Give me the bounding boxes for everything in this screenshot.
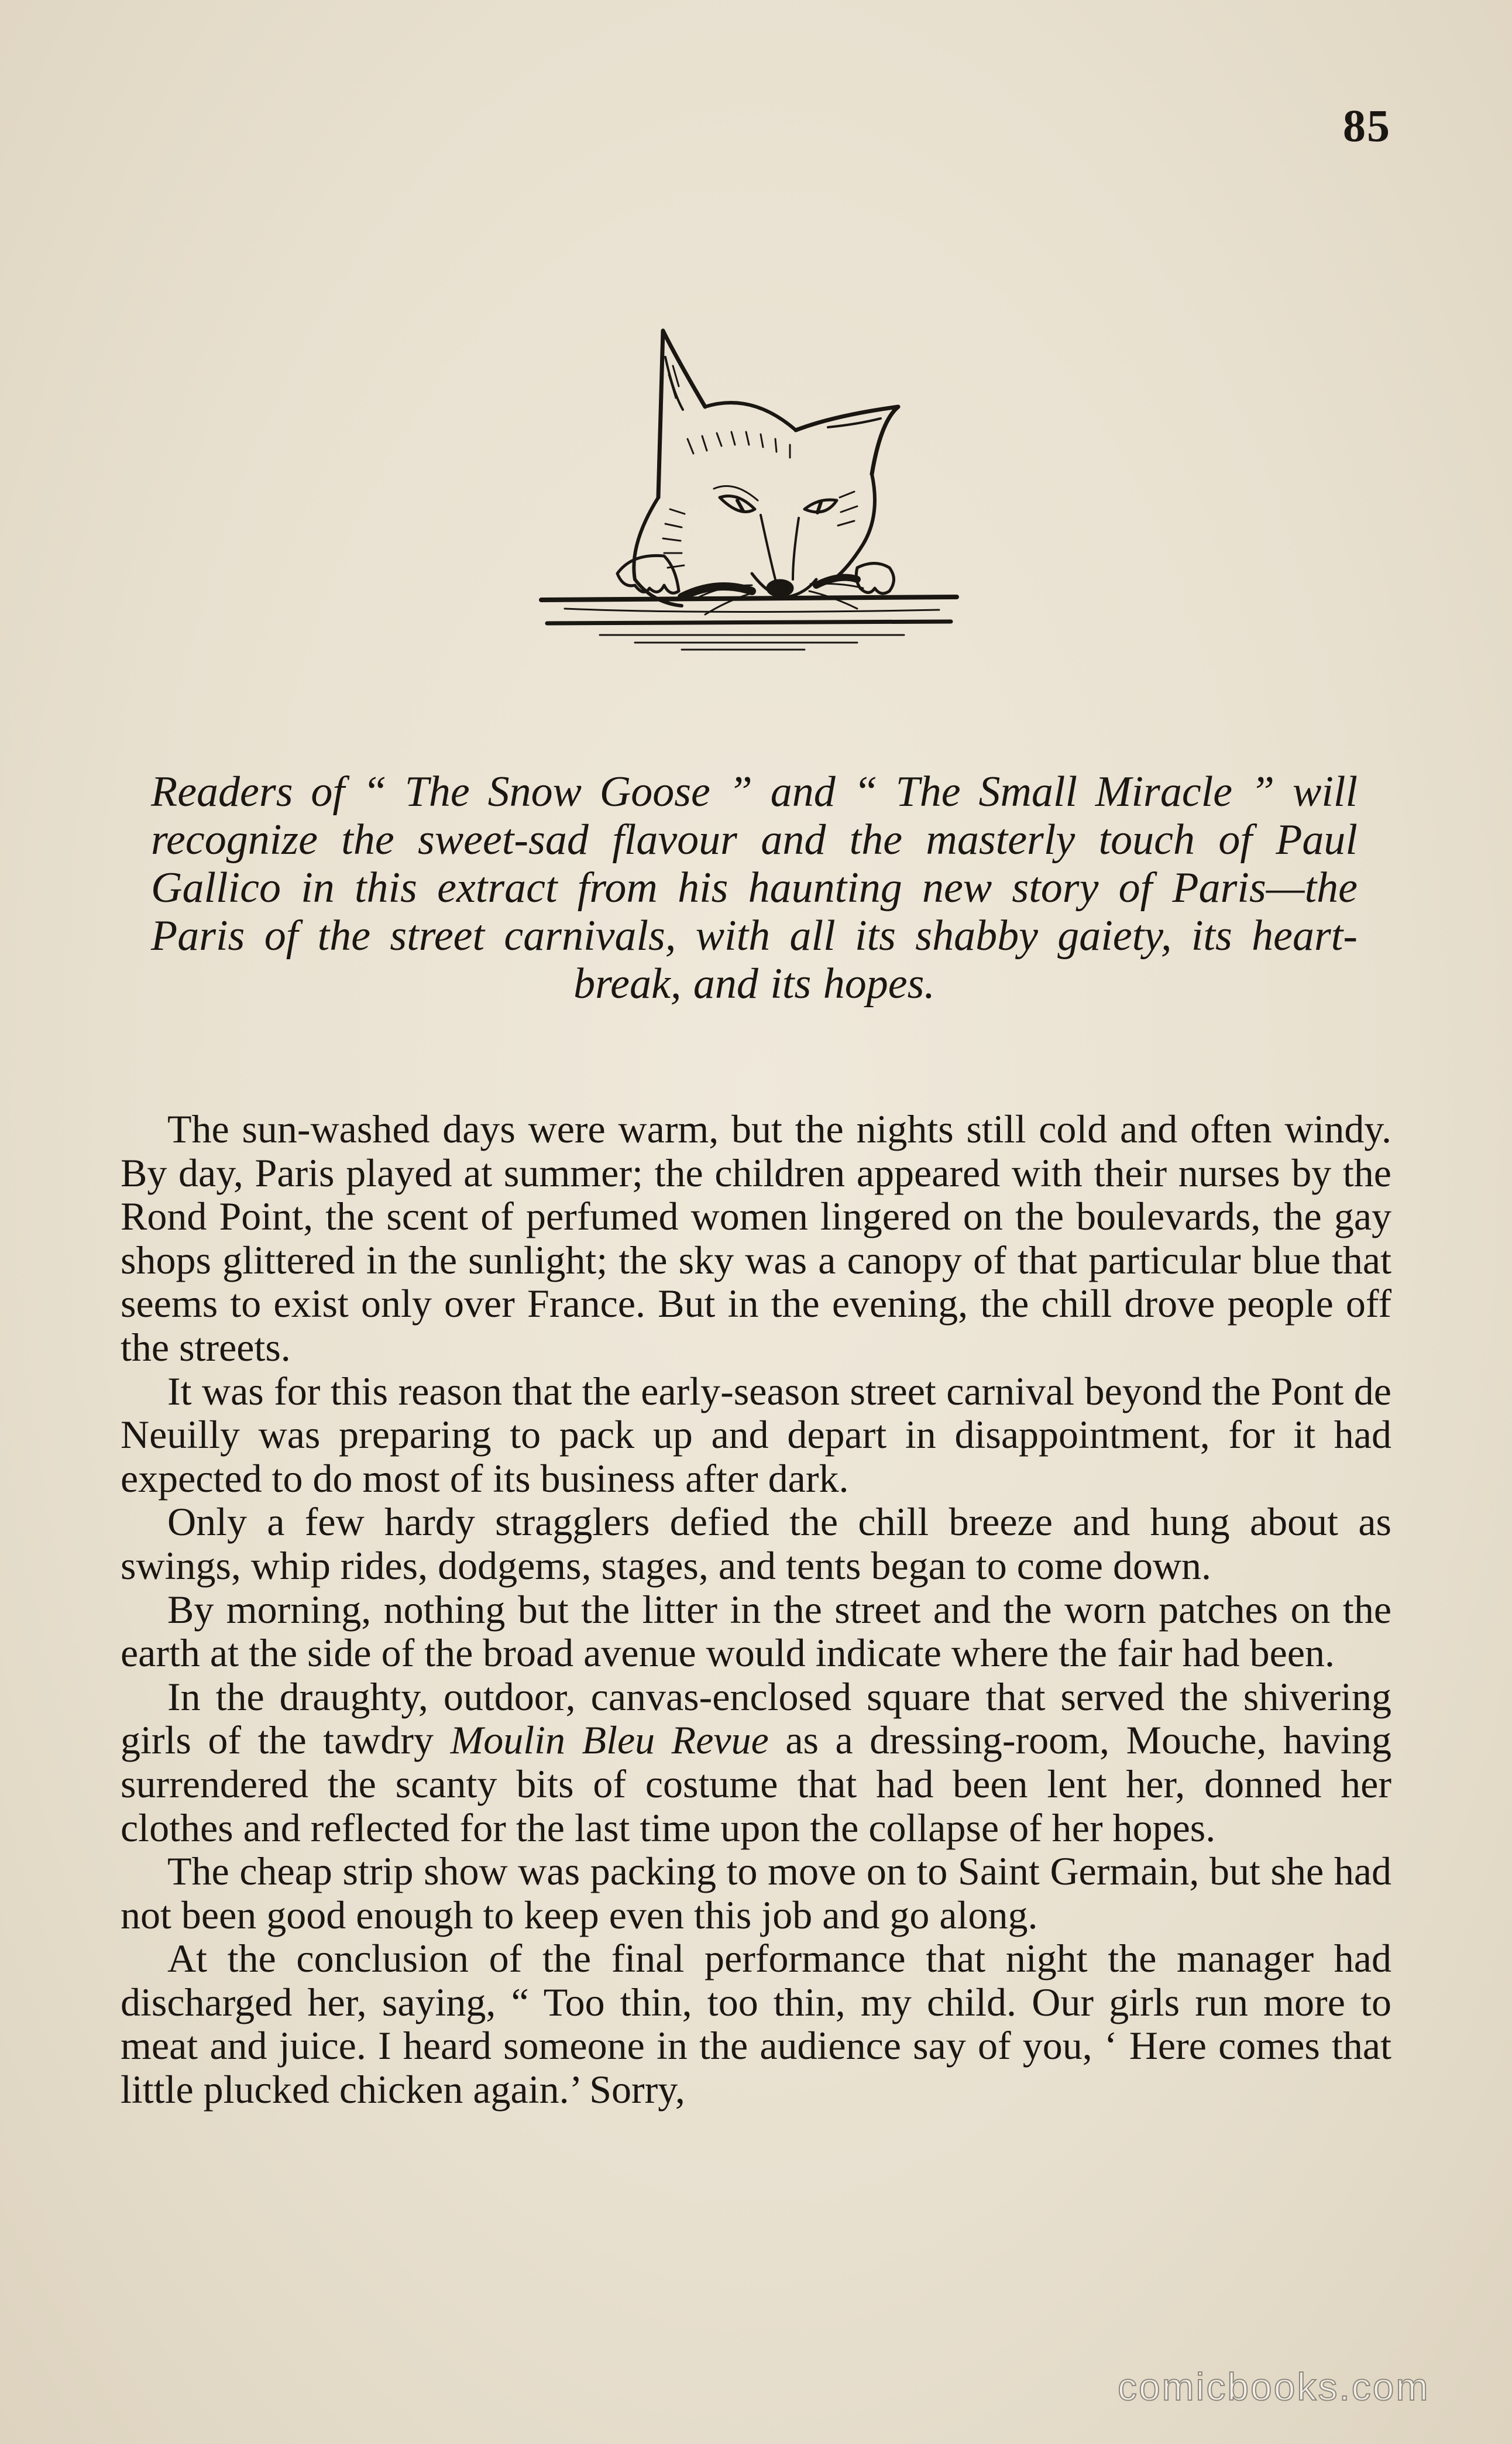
intro-blurb: Readers of “ The Snow Goose ” and “ The Small Miracle ” will recognize the sweet-sad flavour and the masterly touch of Paul Gallico in this extract from his haunting new story of Paris—the Paris of the street carnivals, with all its shabby gaiety, its heart-break, and its hopes. — [151, 768, 1358, 1008]
watermark: comicbooks.com — [1118, 2365, 1430, 2408]
paragraph — [121, 1675, 1391, 1849]
revue-title: Moulin Bleu Revue — [450, 1718, 769, 1763]
paragraph: The sun-washed days were warm, but the nights still cold and often windy. By day, Paris played at summer; the children appeared with their nurses by the Rond Point, the scent of perfumed women lingered on the boulevards, the gay shops glittered in the sunlight; the sky was a canopy of that particular blue that seems to exist only over France. But in the evening, the chill drove people off the streets. — [121, 1107, 1391, 1369]
paragraph: The cheap strip show was packing to move on to Saint Germain, but she had not been good enough to keep even this job and go along. — [121, 1849, 1391, 1937]
paragraph: By morning, nothing but the litter in the street and the worn patches on the earth at the side of the broad avenue would indicate where the fair had been. — [121, 1587, 1391, 1676]
paragraph: At the conclusion of the final performance that night the manager had discharged her, saying, “ Too thin, too thin, my child. Our girls run more to meat and juice. I heard someone in the audience say of you, ‘ Here comes that little plucked chicken again.’ Sorry, — [121, 1936, 1391, 2112]
text-run: In the draughty, outdoor, canvas-enclosed square that served the shivering girls of the tawdry — [121, 1674, 1391, 1763]
fox-illustration-icon — [530, 322, 974, 661]
text-run: as a dressing-room, Mouche, having surrendered the scanty bits of costume that had been lent her, donned her clothes and reflected for the last time upon the collapse of her hopes. — [121, 1718, 1392, 1850]
story-body — [121, 1107, 1391, 2112]
paragraph: Only a few hardy stragglers defied the chill breeze and hung about as swings, whip rides, dodgems, stages, and tents began to come down. — [121, 1499, 1391, 1588]
page-number: 85 — [1343, 100, 1391, 151]
paragraph: It was for this reason that the early-season street carnival beyond the Pont de Neuilly was preparing to pack up and depart in disappointment, for it had expected to do most of its business after dark. — [121, 1368, 1391, 1501]
